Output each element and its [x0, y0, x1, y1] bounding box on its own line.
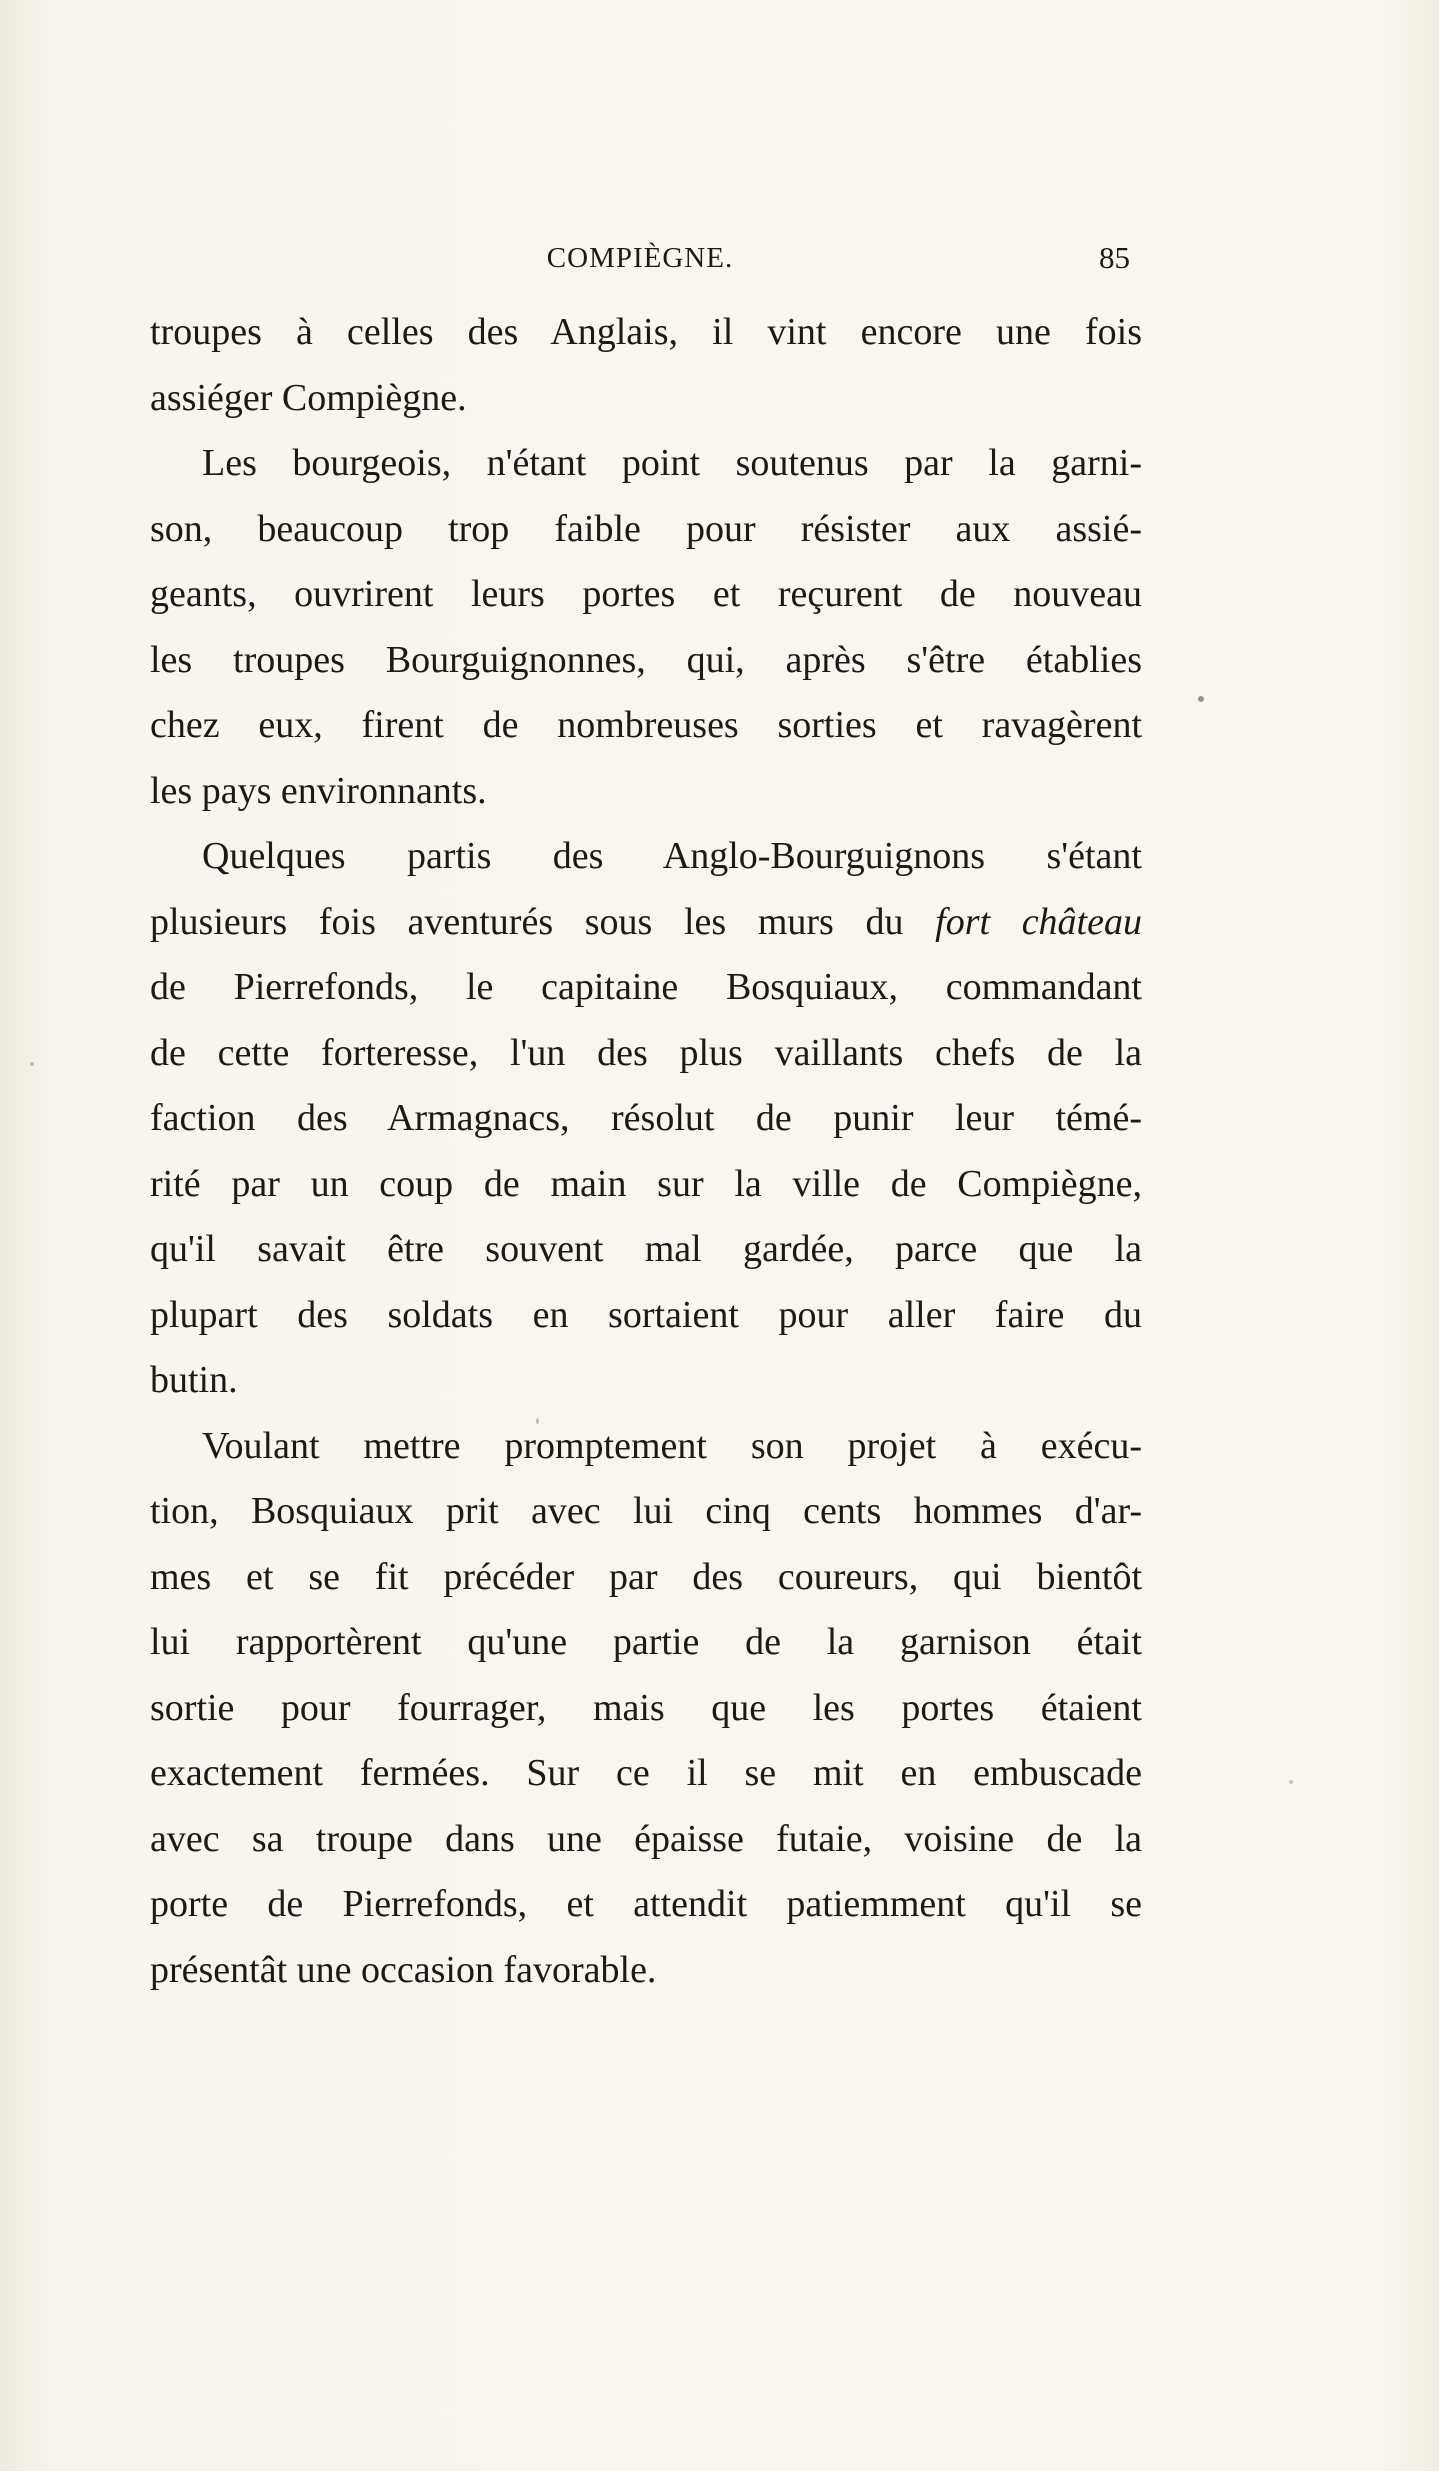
text-line [150, 562, 1142, 628]
text-line [150, 1021, 1142, 1087]
text-line [150, 1348, 1142, 1414]
paper-speck [30, 1062, 34, 1066]
text-segment: qu'il savait être souvent mal gardée, parce que la [150, 1228, 1142, 1270]
running-title: COMPIÈGNE. [546, 242, 734, 274]
text-line [150, 1872, 1142, 1938]
text-line [150, 1086, 1142, 1152]
text-segment: porte de Pierrefonds, et attendit patiemment qu'il se [150, 1883, 1142, 1925]
text-segment: plupart des soldats en sortaient pour aller faire du [150, 1293, 1142, 1336]
text-line [150, 1938, 1142, 2004]
text-line [150, 1807, 1142, 1873]
text-line [150, 1610, 1142, 1676]
text-line [150, 955, 1142, 1021]
text-line [150, 824, 1142, 890]
text-line [150, 1545, 1142, 1611]
text-segment: son, beaucoup trop faible pour résister aux assié- [150, 507, 1142, 550]
text-line [150, 1741, 1142, 1807]
text-line [150, 693, 1142, 759]
text-segment: troupes à celles des Anglais, il vint encore une fois [150, 311, 1142, 353]
text-segment: plusieurs fois aventurés sous les murs du [150, 900, 936, 943]
running-head [150, 238, 1130, 278]
text-segment: faction des Armagnacs, résolut de punir leur témé- [150, 1097, 1142, 1139]
italic-text: fort château [935, 900, 1142, 943]
text-segment: Les bourgeois, n'étant point soutenus par la garni- [202, 442, 1142, 484]
text-segment: avec sa troupe dans une épaisse futaie, voisine de la [150, 1817, 1142, 1860]
text-segment: rité par un coup de main sur la ville de Compiègne, [150, 1162, 1142, 1205]
text-segment: exactement fermées. Sur ce il se mit en embuscade [150, 1752, 1142, 1794]
text-line [150, 1479, 1142, 1545]
text-line [150, 1152, 1142, 1218]
text-line [150, 300, 1142, 366]
text-line [150, 1283, 1142, 1349]
text-segment: les pays environnants. [150, 769, 487, 812]
text-line [150, 497, 1142, 563]
text-line [150, 1217, 1142, 1283]
text-segment: Voulant mettre promptement son projet à exécu- [202, 1424, 1142, 1467]
text-line [150, 1676, 1142, 1742]
text-line [150, 890, 1142, 956]
paper-speck [1289, 1780, 1293, 1784]
text-segment: chez eux, firent de nombreuses sorties et ravagèrent [150, 704, 1142, 746]
text-line [150, 366, 1142, 432]
text-segment: de cette forteresse, l'un des plus vaillants chefs de la [150, 1031, 1142, 1074]
text-segment: lui rapportèrent qu'une partie de la garnison était [150, 1621, 1142, 1663]
text-segment: Quelques partis des Anglo-Bourguignons s'étant [202, 835, 1142, 877]
text-segment: sortie pour fourrager, mais que les portes étaient [150, 1686, 1142, 1729]
text-line [150, 431, 1142, 497]
text-segment: geants, ouvrirent leurs portes et reçurent de nouveau [150, 573, 1142, 615]
paper-speck [536, 1418, 539, 1424]
body-text [150, 300, 1142, 2003]
text-segment: présentât une occasion favorable. [150, 1948, 657, 1991]
text-line [150, 759, 1142, 825]
text-line [150, 1414, 1142, 1480]
text-segment: assiéger Compiègne. [150, 376, 467, 419]
text-segment: de Pierrefonds, le capitaine Bosquiaux, commandant [150, 966, 1142, 1008]
text-segment: mes et se fit précéder par des coureurs, qui bientôt [150, 1555, 1142, 1598]
paper-speck [1198, 696, 1204, 702]
text-segment: tion, Bosquiaux prit avec lui cinq cents hommes d'ar- [150, 1490, 1142, 1532]
text-line [150, 628, 1142, 694]
page-number: 85 [1099, 240, 1130, 275]
text-segment: les troupes Bourguignonnes, qui, après s'être établies [150, 638, 1142, 681]
text-segment: butin. [150, 1359, 238, 1401]
